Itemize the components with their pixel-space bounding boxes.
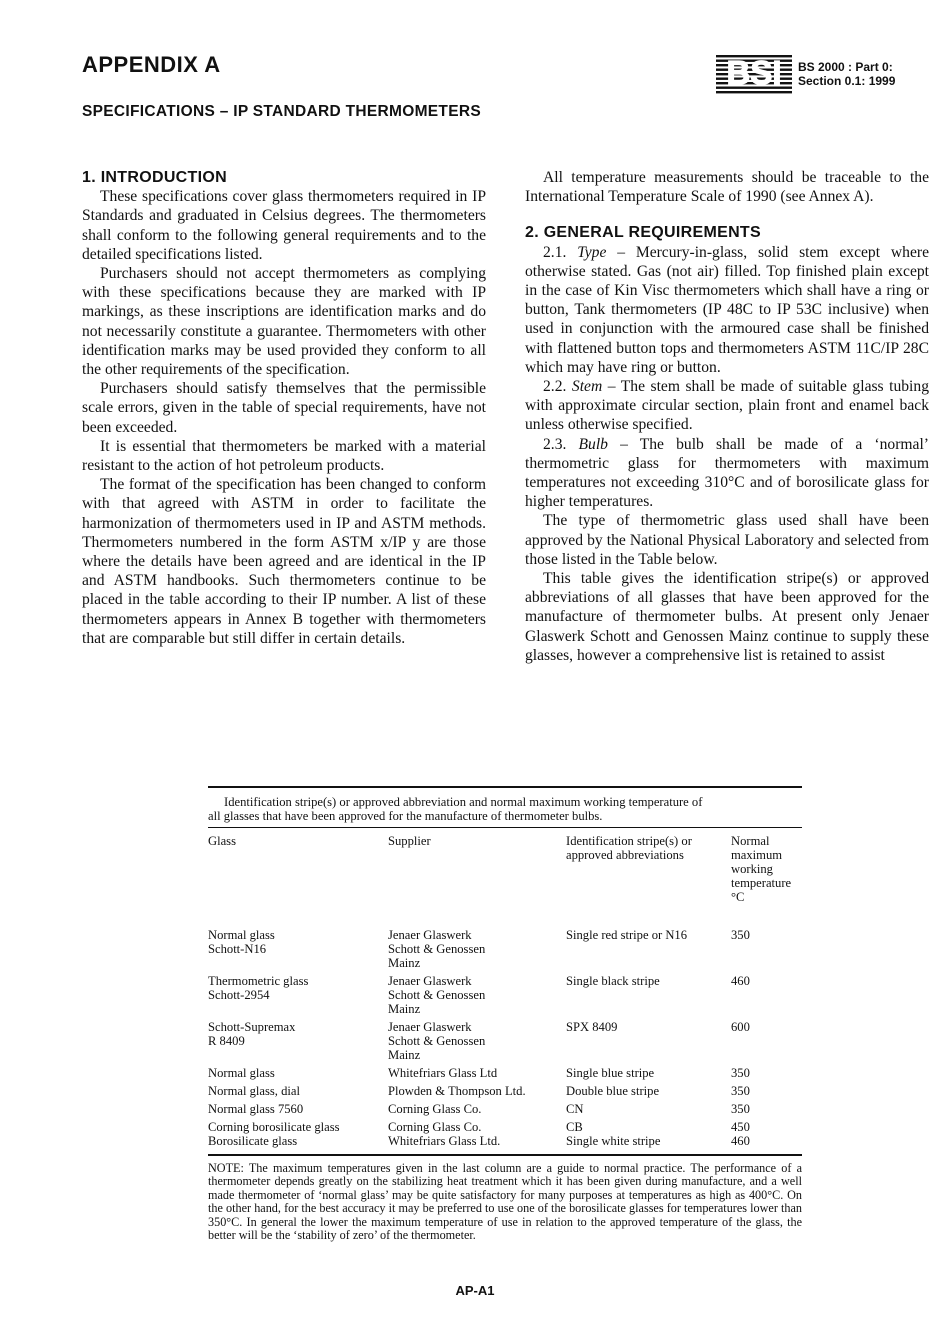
intro-paragraph-5: The format of the specification has been changed to conform with that agreed with ASTM in order to facilitate the harmonization of thermometers used in IP and ASTM methods. Thermometers numbered in the form ASTM x/IP y are those where the details have been agreed and are identical in the IP and ASTM handbooks. Such thermometers continue to be placed in the table according to their IP number. A list of these thermometers appears in Annex B together with thermometers that are comparable but still differ in certain details.: [82, 476, 486, 647]
table-caption: Identification stripe(s) or approved abbreviation and normal maximum working temperature of all glasses that have been approved for the manufacture of thermometer bulbs.: [208, 795, 703, 823]
left-column: [82, 168, 486, 648]
standard-ref-line1: BS 2000 : Part 0:: [798, 60, 893, 74]
requirement-type: 2.1. Type – Mercury-in-glass, solid stem except where otherwise stated. Gas (not air) filled. Top finished plain except in the case of Kin Visc thermometers which shall have a ring or button, Tank thermometers (IP 48C to IP 53C inclusive) when used in conjunction with the armoured case shall be finished with flattened button tops and thermometers ASTM 11C/IP 28C which may have ring or button.: [525, 243, 929, 376]
introduction-heading: 1. INTRODUCTION: [82, 169, 227, 186]
glass-table: [208, 828, 802, 1154]
header-temperature: Normal maximum working temperature °C: [731, 834, 792, 904]
table-row: Normal glass, dial Plowden & Thompson Ltd. Double blue stripe 350: [208, 1084, 750, 1098]
document-subtitle: SPECIFICATIONS – IP STANDARD THERMOMETERS: [82, 103, 481, 120]
table-row: Schott-Supremax R 8409 Jenaer Glaswerk Schott & Genossen Mainz SPX 8409 600: [208, 1020, 750, 1062]
glass-type-paragraph: The type of thermometric glass used shall have been approved by the National Physical Laboratory and selected from those listed in the Table below.: [525, 512, 929, 568]
header-supplier: Supplier: [388, 834, 431, 848]
intro-paragraph-3: Purchasers should satisfy themselves that the permissible scale errors, given in the table of special requirements, have not been exceeded.: [82, 380, 486, 436]
traceability-paragraph: All temperature measurements should be traceable to the International Temperature Scale of 1990 (see Annex A).: [525, 169, 929, 206]
requirement-stem: 2.2. Stem – The stem shall be made of suitable glass tubing with approximate circular section, plain front and enamel back unless otherwise specified.: [525, 378, 929, 434]
standard-reference: [798, 60, 895, 88]
appendix-title: APPENDIX A: [82, 52, 221, 77]
page-number: AP-A1: [455, 1283, 495, 1298]
header-glass: Glass: [208, 834, 236, 848]
table-note: NOTE: The maximum temperatures given in the last column are a guide to normal practice. The performance of a thermometer depends greatly on the stabilizing heat treatment which it has been given during manufacture, and a well made thermometer of ‘normal glass’ may be quite satisfactory for many purposes at temperatures as high as 400°C. On the other hand, for the best accuracy it may be preferred to use one of the borosilicate glasses for temperatures lower than 350°C. In general the lower the maximum temperature of use in relation to the approved temperature of the glass, the better will be the ‘stability of zero’ of the thermometer.: [208, 1161, 802, 1243]
glass-table-block: [208, 786, 802, 1242]
header-identification: Identification stripe(s) or approved abbreviations: [566, 834, 692, 862]
intro-paragraph-2: Purchasers should not accept thermometers as complying with these specifications because they are marked with IP markings, as these inscriptions are identification marks and do not necessarily constitute a guarantee. Thermometers with other identification marks may be used provided they conform to all the other requirements of the specification.: [82, 265, 486, 379]
table-header-row: [208, 828, 802, 928]
table-row: Thermometric glass Schott-2954 Jenaer Glaswerk Schott & Genossen Mainz Single black stripe 460: [208, 974, 750, 1016]
table-row: Normal glass Schott-N16 Jenaer Glaswerk Schott & Genossen Mainz Single red stripe or N16 350: [208, 928, 750, 970]
requirement-bulb: 2.3. Bulb – The bulb shall be made of a ‘normal’ thermometric glass for thermometers with maximum temperatures not exceeding 310°C and of borosilicate glass for higher temperatures.: [525, 435, 929, 511]
right-column: [525, 168, 929, 665]
intro-paragraph-1: These specifications cover glass thermometers required in IP Standards and graduated in Celsius degrees. The thermometers shall conform to the following general requirements and to the detailed specifications listed.: [82, 188, 486, 263]
bsi-logo-text: BSI: [726, 54, 782, 91]
table-row: Normal glass 7560 Corning Glass Co. CN 350: [208, 1102, 750, 1116]
table-row: Corning borosilicate glass Corning Glass Co. CB 450: [208, 1120, 750, 1134]
standard-ref-line2: Section 0.1: 1999: [798, 74, 896, 88]
table-description-paragraph: This table gives the identification stripe(s) or approved abbreviations of all glasses that have been approved for the manufacture of thermometer bulbs. At present only Jenaer Glaswerk Schott and Genossen Mainz continue to supply these glasses, however a comprehensive list is retained to assist: [525, 570, 929, 664]
general-requirements-heading: 2. GENERAL REQUIREMENTS: [525, 224, 761, 242]
table-row: Borosilicate glass Whitefriars Glass Ltd. Single white stripe 460: [208, 1134, 750, 1148]
bsi-logo: [716, 54, 792, 94]
intro-paragraph-4: It is essential that thermometers be marked with a material resistant to the action of hot petroleum products.: [82, 437, 486, 475]
table-row: Normal glass Whitefriars Glass Ltd Single blue stripe 350: [208, 1066, 750, 1080]
